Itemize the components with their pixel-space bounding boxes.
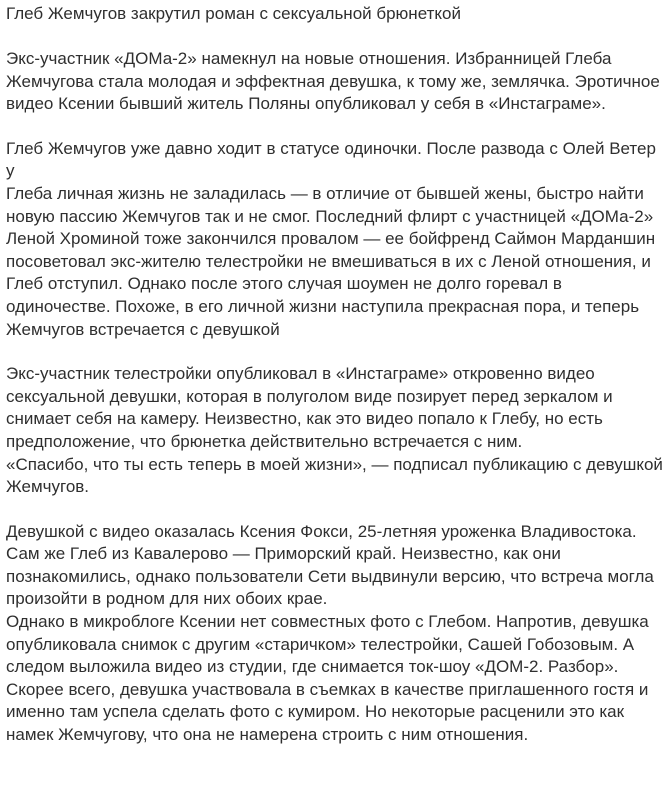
paragraph-identity: Девушкой с видео оказалась Ксения Фокси, 25-летняя уроженка Владивостока. Сам же Глеб из Кавалерово — Приморский край. Неизвестно, как они познакомились, однако пользователи Сети выдвинули версию, что встреча могла произойти в родном для них обоих крае. Однако в микроблоге Ксении нет совместных фото с Глебом. Напротив, девушка опубликовала снимок с другим «старичком» телестройки, Сашей Гобозовым. А следом выложила видео из студии, где снимается ток-шоу «ДОМ-2. Разбор». Скорее всего, девушка участвовала в съемках в качестве приглашенного гостя и именно там успела сделать фото с кумиром. Но некоторые расценили это как намек Жемчугову, что она не намерена строить с ним отношения. xyxy=(6,521,654,745)
spacer xyxy=(6,25,664,48)
spacer xyxy=(6,499,664,521)
article-title: Глеб Жемчугов закрутил роман с сексуальной брюнеткой xyxy=(6,4,461,23)
spacer xyxy=(6,341,664,363)
paragraph-intro: Экс-участник «ДОМа-2» намекнул на новые отношения. Избранницей Глеба Жемчугова стала молодая и эффектная девушка, к тому же, землячка. Эротичное видео Ксении бывший житель Поляны опубликовал у себя в «Инстаграме». xyxy=(6,49,660,114)
paragraph-background: Глеб Жемчугов уже давно ходит в статусе одиночки. После развода с Олей Ветер у Глеба личная жизнь не заладилась — в отличие от бывшей жены, быстро найти новую пассию Жемчугов так и не смог. Последний флирт с участницей «ДОМа-2» Леной Хроминой тоже закончился провалом — ее бойфренд Саймон Марданшин посоветовал экс-жителю телестройки не вмешиваться в их с Леной отношения, и Глеб отступил. Однако после этого случая шоумен не долго горевал в одиночестве. Похоже, в его личной жизни наступила прекрасная пора, и теперь Жемчугов встречается с девушкой xyxy=(6,138,656,339)
spacer xyxy=(6,116,664,138)
paragraph-video: Экс-участник телестройки опубликовал в «Инстаграме» откровенно видео сексуальной девушки, которая в полуголом виде позирует перед зеркалом и снимает себя на камеру. Неизвестно, как это видео попало к Глебу, но есть предположение, что брюнетка действительно встречается с ним. «Спасибо, что ты есть теперь в моей жизни», — подписал публикацию с девушкой Жемчугов. xyxy=(6,364,663,497)
